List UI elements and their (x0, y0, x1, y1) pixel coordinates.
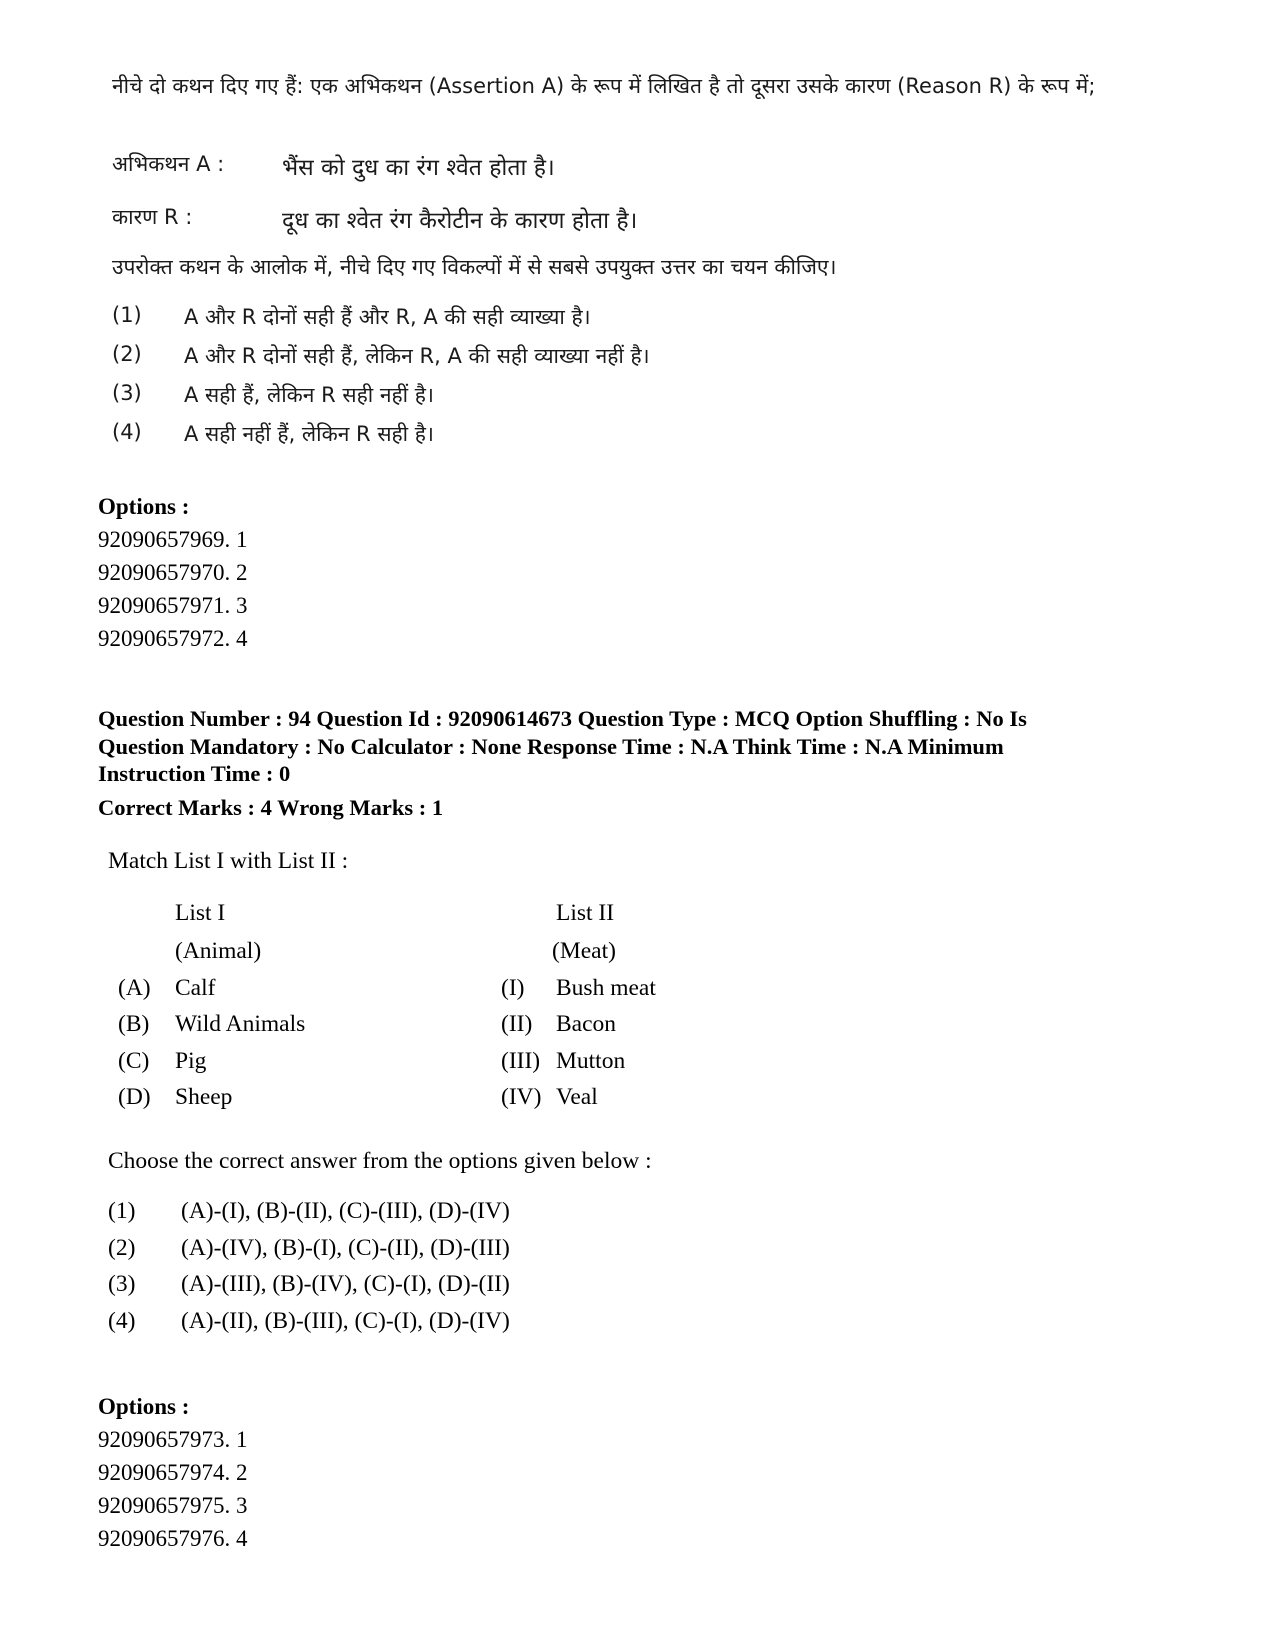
question-94-meta (98, 705, 1188, 821)
list1-subtitle: (Animal) (175, 938, 262, 964)
list2-row-label: (III) (501, 1048, 541, 1074)
choice-text: A और R दोनों सही हैं, लेकिन R, A की सही व्याख्या नहीं है। (184, 344, 650, 368)
list1-row-text: Calf (175, 975, 216, 1001)
option-item: 92090657970. 2 (98, 560, 248, 585)
question-instruction: Choose the correct answer from the options given below : (108, 1148, 652, 1174)
meta-line: Question Number : 94 Question Id : 92090614673 Question Type : MCQ Option Shuffling : No Is (98, 706, 1027, 731)
list2-row-text: Veal (556, 1084, 598, 1110)
list2-row-label: (II) (501, 1011, 533, 1037)
list1-row-label: (C) (118, 1048, 150, 1074)
list1-row-text: Wild Animals (175, 1011, 306, 1037)
choice-number: (2) (112, 342, 142, 366)
option-item: 92090657972. 4 (98, 626, 248, 651)
options-list-q93 (98, 490, 248, 655)
marks-line: Correct Marks : 4 Wrong Marks : 1 (98, 794, 444, 820)
list2-row-text: Bush meat (556, 975, 656, 1001)
question-intro: नीचे दो कथन दिए गए हैं: एक अभिकथन (Assertion A) के रूप में लिखित है तो दूसरा उसके कारण (Reason R) के रूप में; (112, 74, 1096, 98)
choice-text: (A)-(II), (B)-(III), (C)-(I), (D)-(IV) (181, 1308, 510, 1334)
option-item: 92090657975. 3 (98, 1493, 248, 1518)
choice-text: A सही नहीं हैं, लेकिन R सही है। (184, 422, 434, 446)
question-prompt: Match List I with List II : (108, 848, 349, 874)
list1-row-label: (A) (118, 975, 151, 1001)
list1-row-text: Pig (175, 1048, 207, 1074)
list1-title: List I (175, 900, 226, 926)
choice-number: (4) (108, 1308, 136, 1334)
list1-row-label: (B) (118, 1011, 150, 1037)
meta-line: Instruction Time : 0 (98, 761, 291, 786)
reason-label: कारण R : (112, 205, 193, 229)
list2-row-label: (I) (501, 975, 525, 1001)
choice-text: (A)-(IV), (B)-(I), (C)-(II), (D)-(III) (181, 1235, 510, 1261)
list2-row-text: Mutton (556, 1048, 626, 1074)
options-heading: Options : (98, 494, 190, 519)
options-heading: Options : (98, 1394, 190, 1419)
choice-text: (A)-(I), (B)-(II), (C)-(III), (D)-(IV) (181, 1198, 510, 1224)
reason-text: दूध का श्वेत रंग कैरोटीन के कारण होता है। (282, 208, 638, 234)
list1-row-label: (D) (118, 1084, 151, 1110)
list2-subtitle: (Meat) (552, 938, 616, 964)
question-93-body (112, 70, 1162, 446)
choice-number: (2) (108, 1235, 136, 1261)
option-item: 92090657976. 4 (98, 1526, 248, 1551)
choice-number: (1) (112, 303, 142, 327)
list2-title: List II (556, 900, 615, 926)
option-item: 92090657973. 1 (98, 1427, 248, 1452)
assertion-label: अभिकथन A : (112, 152, 225, 176)
option-item: 92090657974. 2 (98, 1460, 248, 1485)
option-item: 92090657971. 3 (98, 593, 248, 618)
choice-text: (A)-(III), (B)-(IV), (C)-(I), (D)-(II) (181, 1271, 510, 1297)
question-instruction: उपरोक्त कथन के आलोक में, नीचे दिए गए विकल्पों में से सबसे उपयुक्त उत्तर का चयन कीजिए। (112, 255, 837, 279)
list1-row-text: Sheep (175, 1084, 233, 1110)
option-item: 92090657969. 1 (98, 527, 248, 552)
meta-line: Question Mandatory : No Calculator : None Response Time : N.A Think Time : N.A Minimum (98, 733, 1004, 759)
list2-row-text: Bacon (556, 1011, 617, 1037)
list2-row-label: (IV) (501, 1084, 542, 1110)
choice-number: (1) (108, 1198, 136, 1224)
choice-number: (4) (112, 420, 142, 444)
options-list-q94 (98, 1390, 248, 1555)
choice-text: A सही हैं, लेकिन R सही नहीं है। (184, 383, 434, 407)
choice-text: A और R दोनों सही हैं और R, A की सही व्याख्या है। (184, 305, 591, 329)
choice-number: (3) (112, 381, 142, 405)
assertion-text: भैंस को दुध का रंग श्वेत होता है। (282, 155, 555, 181)
choice-number: (3) (108, 1271, 136, 1297)
